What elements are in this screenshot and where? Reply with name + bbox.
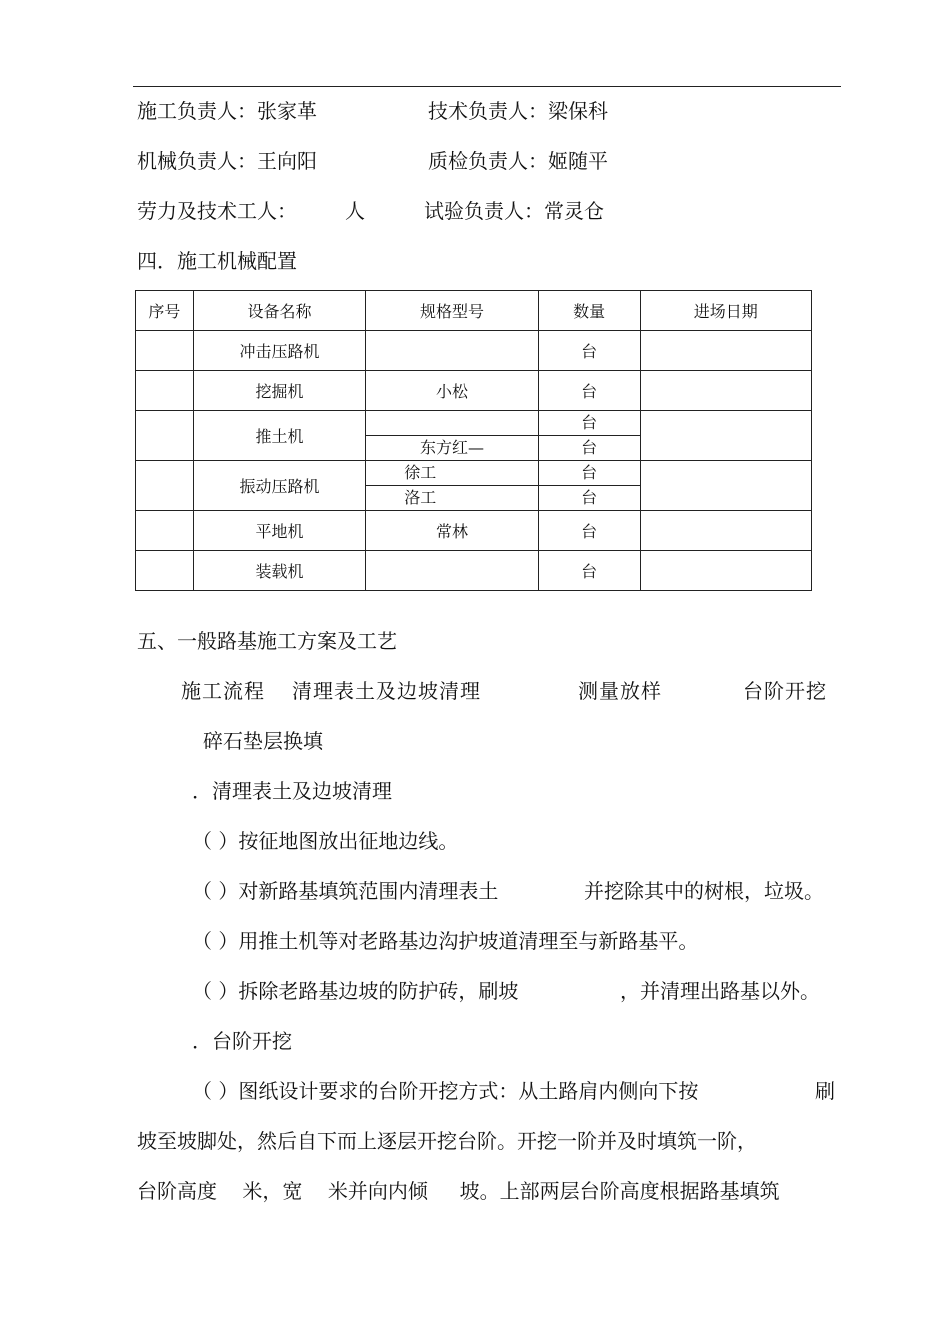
table-row [136, 551, 812, 591]
labor-unit: 人 [345, 199, 365, 223]
spec-cell [366, 551, 539, 591]
seq-cell [136, 331, 194, 371]
list-item: （ ）对新路基填筑范围内清理表土 [192, 879, 499, 903]
spec-cell [366, 331, 539, 371]
date-cell [640, 511, 811, 551]
qty-cell: 台 [538, 331, 640, 371]
date-cell [640, 411, 811, 461]
qty-cell: 台 [538, 486, 640, 511]
equipment-name: 装载机 [193, 551, 365, 591]
technical-lead: 技术负责人：梁保科 [428, 99, 608, 123]
table-row [136, 331, 812, 371]
paragraph-line: （ ）图纸设计要求的台阶开挖方式：从土路肩内侧向下按 [192, 1079, 699, 1103]
quality-lead: 质检负责人：姬随平 [428, 149, 608, 173]
table-row [136, 461, 812, 486]
table-header-row [136, 291, 812, 331]
list-item: （ ）按征地图放出征地边线。 [192, 829, 459, 853]
equipment-name: 挖掘机 [193, 371, 365, 411]
spec-cell [366, 411, 539, 436]
equipment-name: 冲击压路机 [193, 331, 365, 371]
paragraph-line-tail: 刷 [815, 1079, 835, 1103]
seq-cell [136, 461, 194, 511]
qty-cell: 台 [538, 511, 640, 551]
list-item-tail: 并挖除其中的树根，垃圾。 [584, 879, 824, 903]
flow-step: 清理表土及边坡清理 [292, 679, 481, 703]
spec-cell: 洛工 [366, 486, 539, 511]
spec-cell: 常林 [366, 511, 539, 551]
header-cell: 序号 [136, 291, 194, 331]
equipment-table [135, 290, 812, 591]
qty-cell: 台 [538, 411, 640, 436]
flow-step: 碎石垫层换填 [203, 729, 323, 753]
labor-label: 劳力及技术工人： [137, 199, 297, 223]
date-cell [640, 461, 811, 511]
spec-cell: 小松 [366, 371, 539, 411]
list-item: （ ）用推土机等对老路基边沟护坡道清理至与新路基平。 [192, 929, 699, 953]
seq-cell [136, 551, 194, 591]
header-cell: 设备名称 [193, 291, 365, 331]
qty-cell: 台 [538, 551, 640, 591]
header-rule [133, 86, 841, 87]
spec-cell: 东方红— [366, 436, 539, 461]
date-cell [640, 371, 811, 411]
flow-step: 台阶开挖 [743, 679, 827, 703]
equipment-name: 推土机 [193, 411, 365, 461]
seq-cell [136, 371, 194, 411]
paragraph-line: 台阶高度 米，宽 米并向内倾 坡。上部两层台阶高度根据路基填筑 [137, 1179, 780, 1203]
table-row [136, 511, 812, 551]
equipment-name: 振动压路机 [193, 461, 365, 511]
equipment-name: 平地机 [193, 511, 365, 551]
list-item-tail: ，并清理出路基以外。 [620, 979, 820, 1003]
construction-lead: 施工负责人：张家革 [137, 99, 317, 123]
header-cell: 规格型号 [366, 291, 539, 331]
qty-cell: 台 [538, 371, 640, 411]
header-cell: 数量 [538, 291, 640, 331]
qty-cell: 台 [538, 461, 640, 486]
qty-cell: 台 [538, 436, 640, 461]
subsection-title: ．清理表土及边坡清理 [192, 779, 392, 803]
section-4-title: 四．施工机械配置 [137, 249, 297, 273]
section-5-title: 五、一般路基施工方案及工艺 [137, 629, 397, 653]
table-row [136, 411, 812, 436]
table-row [136, 371, 812, 411]
date-cell [640, 331, 811, 371]
subsection-title: ．台阶开挖 [192, 1029, 292, 1053]
header-cell: 进场日期 [640, 291, 811, 331]
machinery-lead: 机械负责人：王向阳 [137, 149, 317, 173]
spec-cell: 徐工 [366, 461, 539, 486]
test-lead: 试验负责人：常灵仓 [424, 199, 604, 223]
date-cell [640, 551, 811, 591]
list-item: （ ）拆除老路基边坡的防护砖，刷坡 [192, 979, 519, 1003]
flow-step: 测量放样 [578, 679, 662, 703]
paragraph-line: 坡至坡脚处，然后自下而上逐层开挖台阶。开挖一阶并及时填筑一阶， [137, 1129, 757, 1153]
flow-label: 施工流程 [181, 679, 265, 703]
seq-cell [136, 511, 194, 551]
seq-cell [136, 411, 194, 461]
